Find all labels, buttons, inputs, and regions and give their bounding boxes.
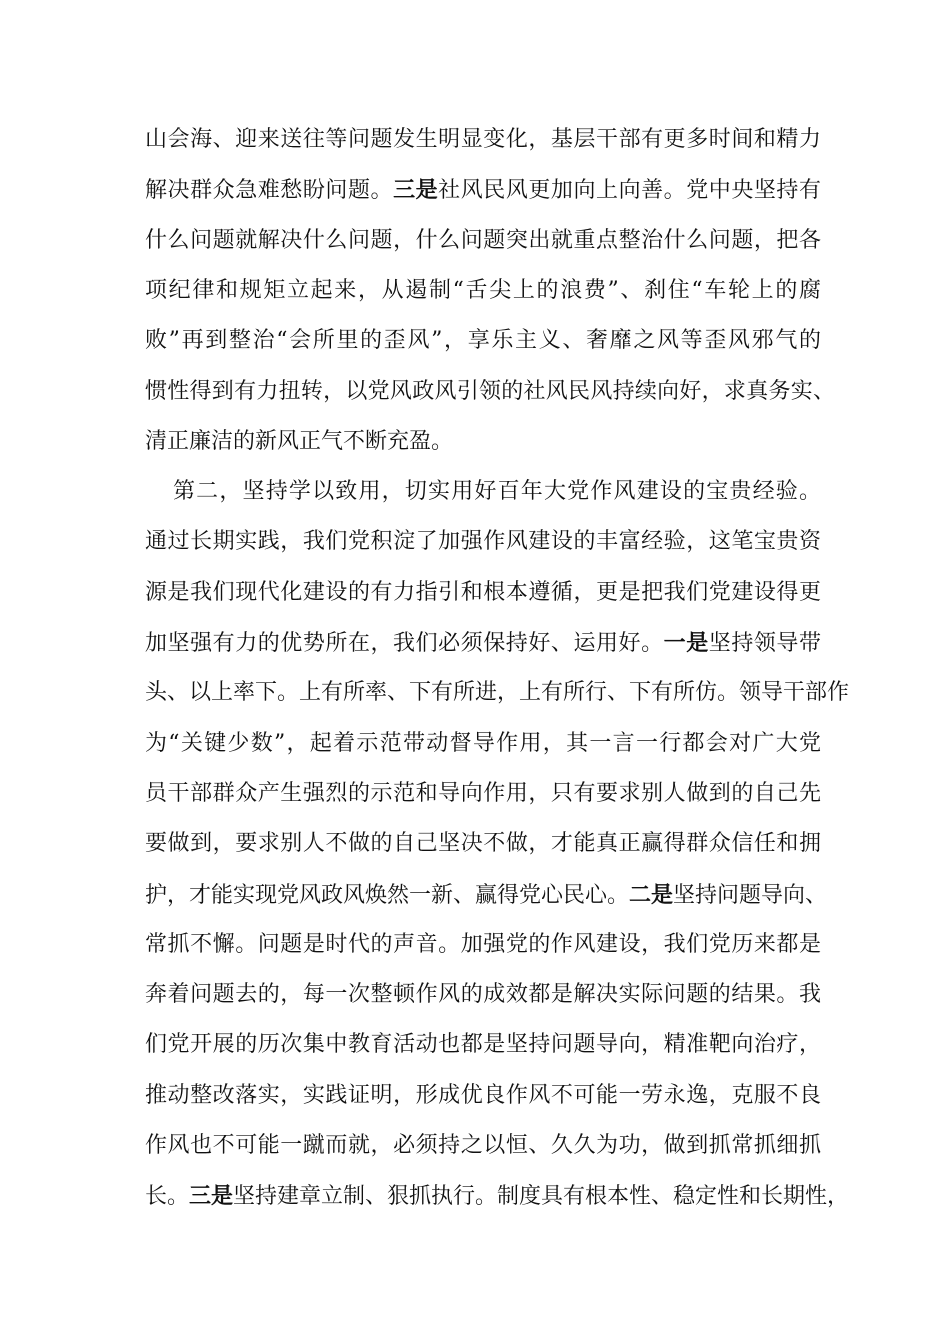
text-segment: 护，才能实现党风政风焕然一新、赢得党心民心。: [145, 882, 630, 908]
text-segment: 第二，坚持学以致用，切实用好百年大党作风建设的宝贵经验。: [173, 479, 821, 505]
text-segment: 社风民风更加向上向善。党中央坚持有: [438, 178, 821, 204]
text-segment: 坚持领导带: [708, 631, 821, 656]
text-line: [145, 1181, 850, 1211]
text-segment: 清正廉洁的新风正气不断充盈。: [145, 428, 454, 454]
text-line: [145, 175, 821, 205]
text-line: [145, 1030, 821, 1060]
text-line: [145, 125, 821, 155]
text-line: [145, 226, 821, 256]
text-line: [145, 628, 821, 658]
text-segment: 坚持问题导向、: [673, 882, 828, 908]
text-segment: 加坚强有力的优势所在，我们必须保持好、运用好。: [145, 631, 664, 656]
text-line: [173, 477, 821, 507]
text-line: [145, 427, 821, 457]
text-segment: 败”再到整治“会所里的歪风”，享乐主义、奢靡之风等歪风邪气的: [145, 328, 821, 354]
text-segment: 源是我们现代化建设的有力指引和根本遵循，更是把我们党建设得更: [145, 579, 821, 605]
text-segment: 员干部群众产生强烈的示范和导向作用，只有要求别人做到的自己先: [145, 780, 821, 806]
text-line: [145, 276, 821, 306]
text-line: [145, 880, 828, 910]
text-segment: 长。: [145, 1184, 190, 1210]
text-segment: 为“关键少数”，起着示范带动督导作用，其一言一行都会对广大党: [145, 730, 821, 756]
text-line: [145, 527, 821, 557]
text-segment: 项纪律和规矩立起来，从遏制“舌尖上的浪费”、刹住“车轮上的腐: [145, 277, 821, 303]
text-line: [145, 779, 821, 809]
text-line: [145, 377, 835, 407]
text-segment: 要做到，要求别人不做的自己坚决不做，才能真正赢得群众信任和拥: [145, 831, 821, 857]
text-line: [145, 930, 821, 960]
text-segment: 头、以上率下。上有所率、下有所进，上有所行、下有所仿。领导干部作: [145, 680, 850, 706]
bold-lead-phrase: 三是: [189, 1183, 234, 1210]
text-segment: 通过长期实践，我们党积淀了加强作风建设的丰富经验，这笔宝贵资: [145, 529, 821, 555]
text-line: [145, 1131, 821, 1161]
text-segment: 常抓不懈。问题是时代的声音。加强党的作风建设，我们党历来都是: [145, 931, 821, 957]
text-segment: 奔着问题去的，每一次整顿作风的成效都是解决实际问题的结果。我: [145, 982, 821, 1008]
text-segment: 什么问题就解决什么问题，什么问题突出就重点整治什么问题，把各: [145, 227, 821, 253]
bold-lead-phrase: 三是: [393, 177, 439, 204]
text-segment: 惯性得到有力扭转，以党风政风引领的社风民风持续向好，求真务实、: [145, 378, 835, 404]
text-segment: 推动整改落实，实践证明，形成优良作风不可能一劳永逸，克服不良: [145, 1082, 821, 1108]
text-segment: 们党开展的历次集中教育活动也都是坚持问题导向，精准靶向治疗，: [145, 1032, 821, 1058]
text-segment: 山会海、迎来送往等问题发生明显变化，基层干部有更多时间和精力: [145, 127, 821, 152]
text-line: [145, 578, 821, 608]
text-segment: 作风也不可能一蹴而就，必须持之以恒、久久为功，做到抓常抓细抓: [145, 1133, 821, 1158]
text-line: [145, 980, 821, 1010]
text-line: [145, 829, 821, 859]
text-line: [145, 678, 850, 708]
text-line: [145, 729, 821, 759]
text-line: [145, 326, 821, 356]
bold-lead-phrase: 一是: [663, 630, 709, 656]
bold-lead-phrase: 二是: [629, 881, 674, 908]
text-segment: 解决群众急难愁盼问题。: [145, 178, 394, 204]
text-line: [145, 1081, 821, 1111]
text-segment: 坚持建章立制、狠抓执行。制度具有根本性、稳定性和长期性，: [233, 1184, 850, 1210]
